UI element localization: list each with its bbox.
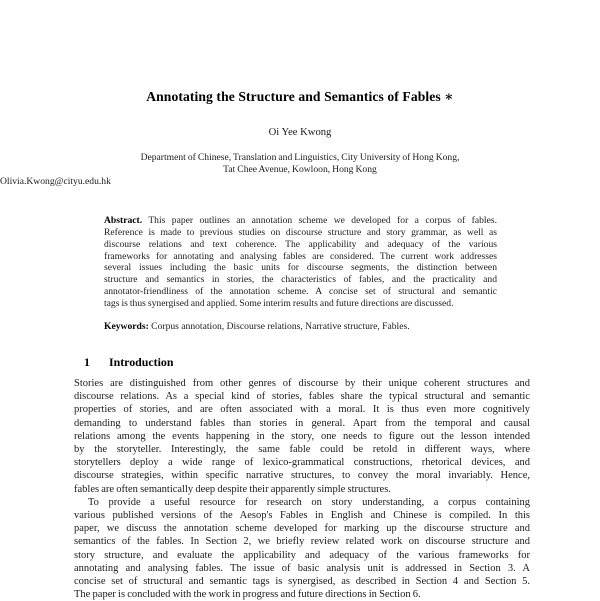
text-line: story structure, and evaluate the applicability and adequacy of the various frameworks for [74,549,530,561]
text-line: tags is thus synergised and applied. Some interim results and future directions are discussed. [104,297,454,309]
text-line: Abstract. This paper outlines an annotation scheme we developed for a corpus of fables. [104,215,497,226]
text-line: relations among the events happening in the story, one needs to figure out the lesson intended [74,430,530,442]
text-line: semantics of the fables. In Section 2, we briefly review related work on discourse structure and [74,536,530,548]
text-line: discourse strategies, within specific narrative structures, to convey the moral invariably. Hence, [74,470,530,482]
text-line: several issues including the basic units for discourse segments, the distinction between [104,262,497,274]
text-line: Olivia.Kwong@cityu.edu.hk [0,175,111,187]
text-line: discourse relations. As a special kind of stories, fables share the typical structural and semantic [74,391,530,403]
author-name: Oi Yee Kwong [268,127,332,138]
keywords-text: Corpus annotation, Discourse relations, Narrative structure, Fables. [151,321,410,332]
text-line: annotator-friendliness of the annotation scheme. A concise set of structural and semantic [104,286,497,298]
section-title: Introduction [108,355,174,369]
text-line: fables are often semantically deep despite their apparently simple structures. [74,483,391,495]
text-line: by the storyteller. Interestingly, the same fable could be retold in different ways, where [74,444,530,456]
text-line: paper, we discuss the annotation scheme developed for marking up the discourse structure and [74,523,530,535]
section-number: 1 [84,355,90,369]
text-line: concise set of structural and semantic tags is synergised, as described in Section 4 and Section 5. [74,576,530,588]
paragraph [74,377,530,496]
paper-title: Annotating the Structure and Semantics of Fables ∗ [146,89,454,104]
text-line: discourse relations and text coherence. The applicability and adequacy of the various [104,238,497,250]
text-line: Tat Chee Avenue, Kowloon, Hong Kong [223,163,377,175]
text-line: Stories are distinguished from other genres of discourse by their unique coherent structures and [74,378,530,389]
text-line: properties of stories, and are often associated with a moral. It is thus even more cognitively [74,404,530,416]
text-line: various published versions of the Aesop's Fables in English and Chinese is compiled. In this [74,510,530,522]
section-heading-introduction [84,355,174,370]
paragraph [74,496,530,601]
keywords-line [104,321,497,332]
text-line: To provide a useful resource for research on story understanding, a corpus containing [88,496,530,508]
text-line: frameworks for annotating and analysing fables are considered. The current work addresses [104,250,497,262]
abstract-block [104,215,497,310]
text-line: structure and semantics in stories, the characteristics of fables, and the practicality and [104,274,497,286]
text-line: annotating and analysing fables. The issue of basic analysis unit is addressed in Section 3. A [74,562,530,574]
introduction-body [74,377,530,601]
text-line: storytellers deploy a wide range of lexico-grammatical constructions, rhetorical devices, and [74,457,530,469]
affiliation-block [0,152,600,188]
text-line: demanding to understand fables than stories in general. Apart from the temporal and causal [74,417,530,429]
text-line: The paper is concluded with the work in progress and future directions in Section 6. [74,589,421,601]
keywords-label: Keywords: [104,321,149,332]
text-line: Reference is made to previous studies on discourse structure and story grammar, as well as [104,226,497,238]
abstract-label: Abstract. [104,215,143,226]
text-line: Department of Chinese, Translation and Linguistics, City University of Hong Kong, [140,152,460,163]
